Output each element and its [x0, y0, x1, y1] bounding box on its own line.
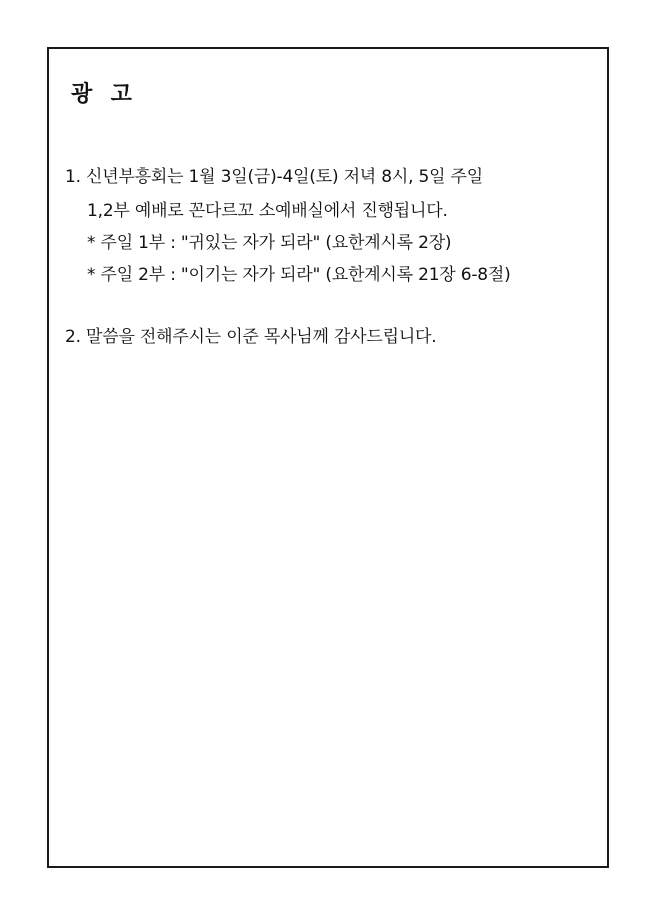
notice-box: [47, 47, 609, 868]
notice-item-1-sub-1: * 주일 1부 : "귀있는 자가 되라" (요한계시록 2장): [87, 233, 452, 253]
notice-item-1-sub-2: * 주일 2부 : "이기는 자가 되라" (요한계시록 21장 6-8절): [87, 265, 511, 285]
notice-item-2-line-1: 2. 말씀을 전해주시는 이준 목사님께 감사드립니다.: [65, 327, 437, 347]
notice-item-1-line-2: 1,2부 예배로 꼰다르꼬 소예배실에서 진행됩니다.: [87, 201, 448, 221]
notice-heading: 광 고: [71, 82, 133, 107]
notice-item-1-line-1: 1. 신년부흥회는 1월 3일(금)-4일(토) 저녁 8시, 5일 주일: [65, 167, 483, 187]
